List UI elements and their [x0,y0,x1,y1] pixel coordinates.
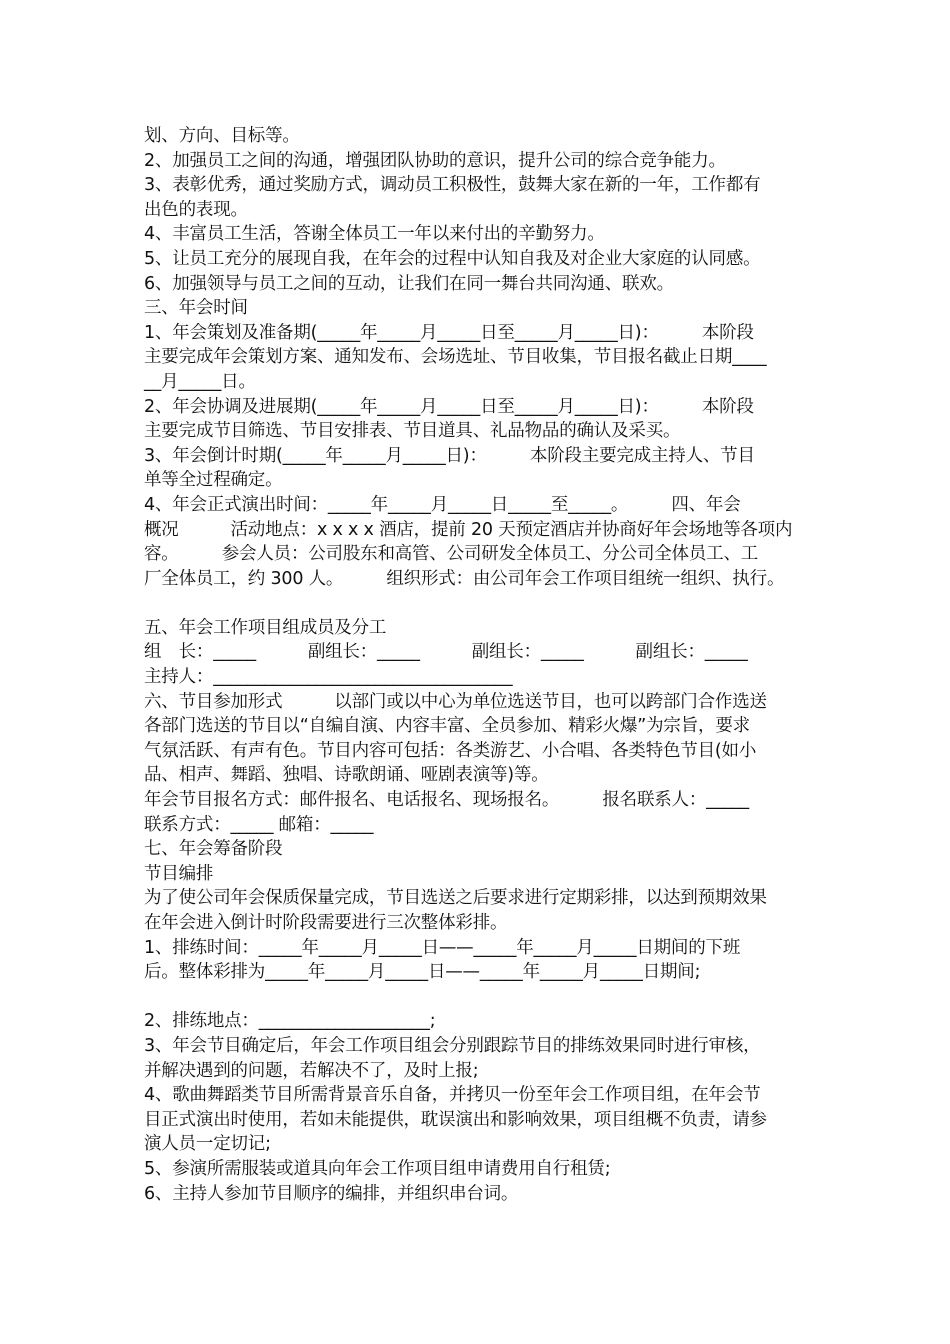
text-line: 五、年会工作项目组成员及分工 [144,617,387,638]
text-line: 目正式演出时使用，若如未能提供，耽误演出和影响效果，项目组概不负责，请参 [144,1109,767,1130]
text-line: 容。 参会人员：公司股东和高管、公司研发全体员工、分公司全体员工、工 [144,544,759,565]
text-line: 为了使公司年会保质保量完成，节目选送之后要求进行定期彩排，以达到预期效果 [144,888,767,909]
text-line: 节目编排 [144,863,214,884]
text-line: 品、相声、舞蹈、独唱、诗歌朗诵、哑剧表演等)等。 [144,765,549,786]
text-line: 划、方向、目标等。 [144,126,300,146]
text-line: 3、表彰优秀，通过奖励方式，调动员工积极性，鼓舞大家在新的一年，工作都有 [144,175,761,196]
text-line: 4、丰富员工生活，答谢全体员工一年以来付出的辛勤努力。 [144,224,605,245]
blank-line [144,985,816,1010]
text-line: 三、年会时间 [144,298,248,319]
text-line: 2、年会协调及进展期(_____年_____月_____日至_____月_____日)： 本阶段 [144,396,754,417]
text-line: 组 长：_____ 副组长：_____ 副组长：_____ 副组长：_____ [144,642,748,663]
text-line: 各部门选送的节目以“自编自演、内容丰富、全员参加、精彩火爆”为宗旨，要求 [144,716,750,737]
text-line: 5、参演所需服装或道具向年会工作项目组申请费用自行租赁; [144,1158,611,1179]
text-line: 6、主持人参加节目顺序的编排，并组织串台词。 [144,1183,519,1204]
text-line: 3、年会节目确定后，年会工作项目组会分别跟踪节目的排练效果同时进行审核， [144,1035,761,1056]
blank-line [144,591,816,616]
text-line: 1、年会策划及准备期(_____年_____月_____日至_____月_____日)： 本阶段 [144,322,754,343]
text-line: 4、年会正式演出时间：_____年_____月_____日_____至_____。 四、年会 [144,494,741,515]
text-line: 演人员一定切记; [144,1134,271,1155]
text-line: 年会节目报名方式：邮件报名、电话报名、现场报名。 报名联系人：_____ [144,790,749,811]
text-line: 联系方式：_____ 邮箱：_____ [144,814,374,835]
text-line: 气氛活跃、有声有色。节目内容可包括：各类游艺、小合唱、各类特色节目(如小 [144,740,757,761]
text-line: 5、让员工充分的展现自我，在年会的过程中认知自我及对企业大家庭的认同感。 [144,248,761,269]
text-line: 4、歌曲舞蹈类节目所需背景音乐自备，并拷贝一份至年会工作项目组，在年会节 [144,1085,761,1106]
text-line: 并解决遇到的问题，若解决不了，及时上报; [144,1060,479,1081]
text-line: 6、加强领导与员工之间的互动，让我们在同一舞台共同沟通、联欢。 [144,273,674,294]
text-line: 七、年会筹备阶段 [144,839,283,860]
text-line: 单等全过程确定。 [144,470,283,491]
text-line: 厂全体员工，约 300 人。 组织形式：由公司年会工作项目组统一组织、执行。 [144,568,785,589]
text-line: 3、年会倒计时期(_____年_____月_____日)： 本阶段主要完成主持人、节目 [144,445,755,466]
text-line: 2、排练地点：____________________; [144,1011,436,1032]
text-line: 主持人：___________________________________ [144,667,513,688]
text-line: 2、加强员工之间的沟通，增强团队协助的意识，提升公司的综合竞争能力。 [144,150,726,171]
text-line: 在年会进入倒计时阶段需要进行三次整体彩排。 [144,913,508,933]
text-line: 出色的表现。 [144,199,248,220]
text-line: __月_____日。 [144,371,256,392]
text-line: 1、排练时间：_____年_____月_____日——_____年_____月_____日期间的下班 [144,937,741,958]
text-line: 主要完成节目筛选、节目安排表、节目道具、礼品物品的确认及采买。 [144,421,681,442]
text-line: 主要完成年会策划方案、通知发布、会场选址、节目收集，节目报名截止日期____ [144,347,767,368]
text-line: 概况 活动地点：x x x x 酒店，提前 20 天预定酒店并协商好年会场地等各项内 [144,519,793,540]
text-line: 六、节目参加形式 以部门或以中心为单位选送节目，也可以跨部门合作选送 [144,691,767,712]
text-line: 后。整体彩排为_____年_____月_____日——_____年_____月_____日期间; [144,962,701,983]
document-body [144,124,816,1206]
